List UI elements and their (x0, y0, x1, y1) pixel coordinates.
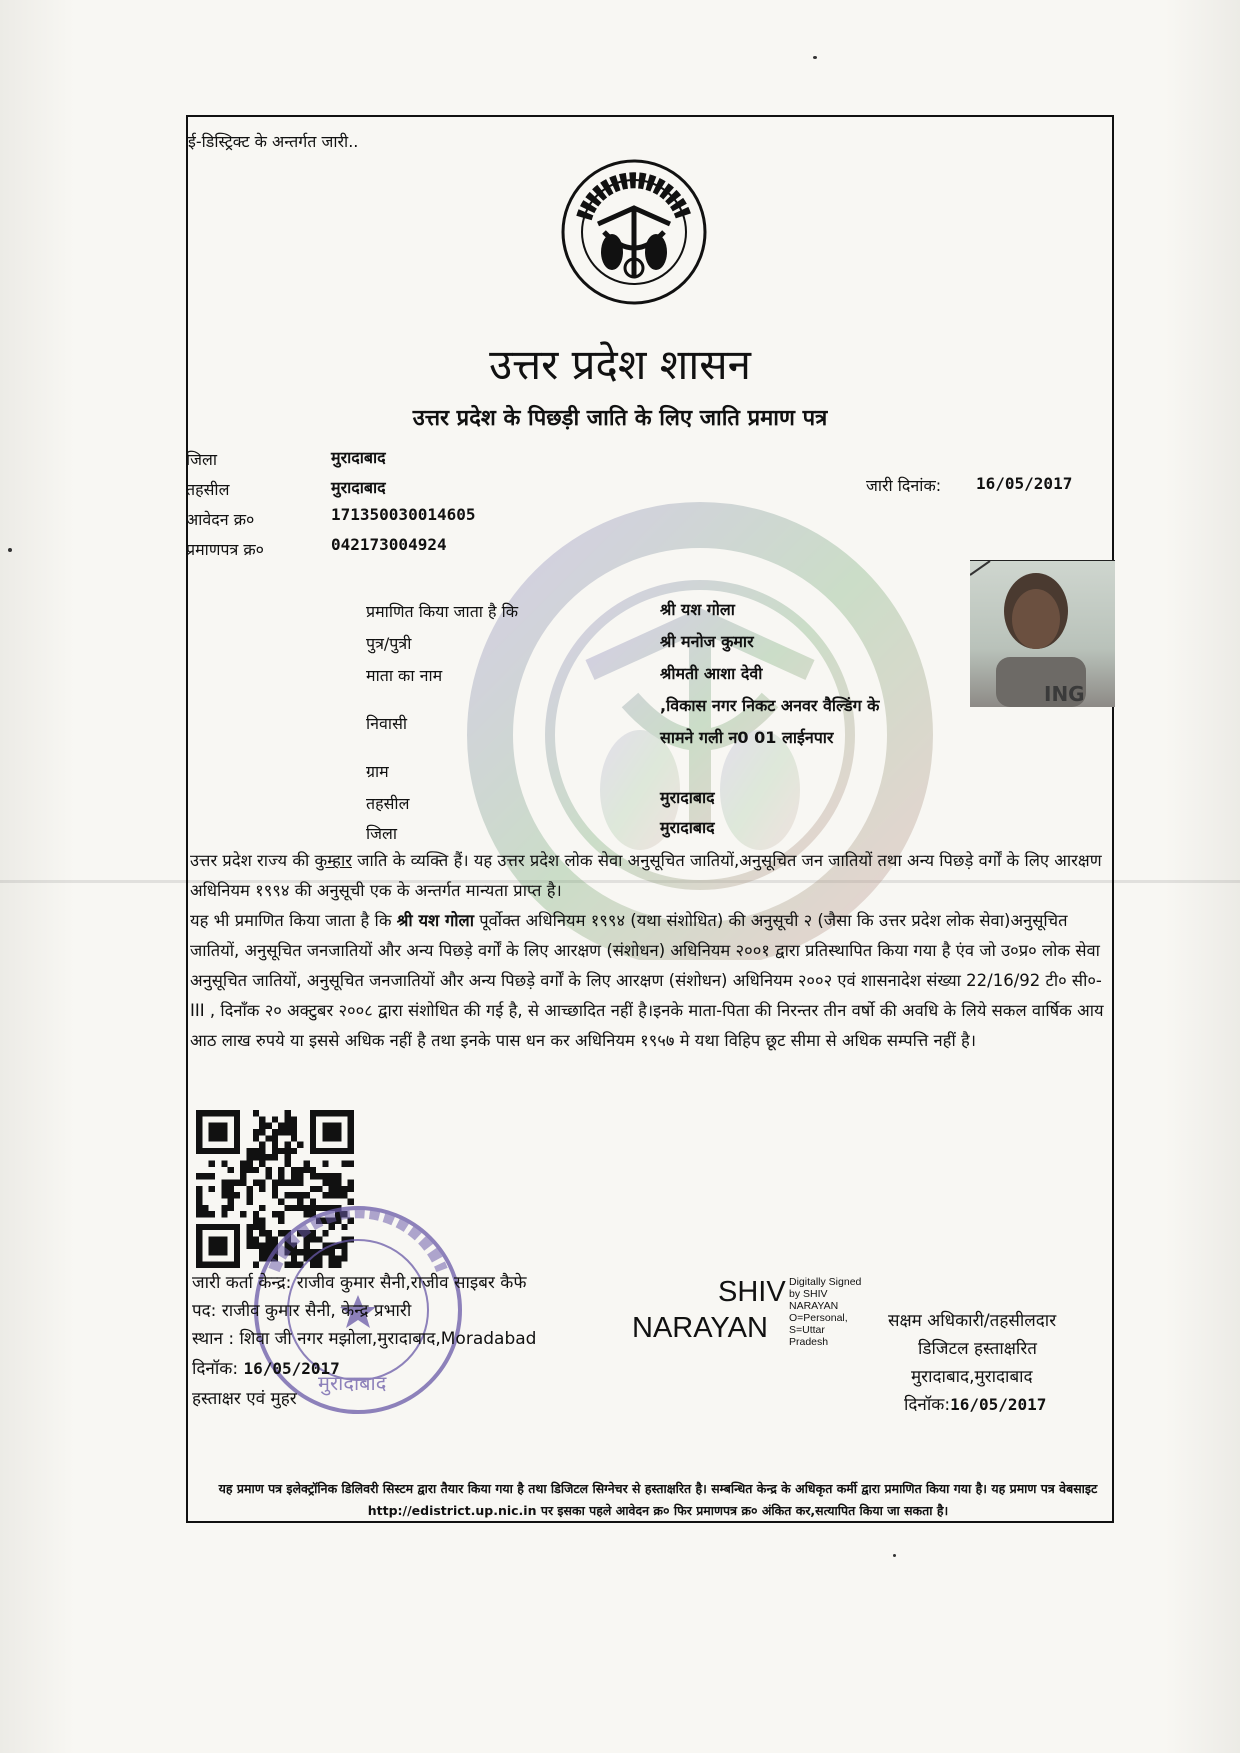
certificate-number-label: प्रमाणपत्र क्र० (186, 540, 264, 559)
signer-name-line-2: NARAYAN (632, 1312, 768, 1344)
issue-date-value: 16/05/2017 (976, 474, 1073, 493)
signer-name-line-1: SHIV (718, 1276, 786, 1308)
village-label: ग्राम (366, 762, 389, 781)
header-note: ई-डिस्ट्रिक्ट के अन्तर्गत जारी.. (188, 132, 359, 151)
applicant-photo (970, 560, 1115, 707)
mother-name: श्रीमती आशा देवी (660, 664, 763, 683)
svg-text:ING: ING (1044, 682, 1085, 706)
para2-holder-name: श्री यश गोला (396, 911, 475, 930)
issuer-post: पद: राजीव कुमार सैनी, केन्द्र प्रभारी (192, 1301, 412, 1321)
sig-detail: Pradesh (789, 1336, 829, 1348)
father-name: श्री मनोज कुमार (660, 632, 754, 651)
son-of-label: पुत्र/पुत्री (366, 634, 412, 653)
issuer-date-row (192, 1356, 340, 1379)
certified-label: प्रमाणित किया जाता है कि (366, 602, 519, 621)
sig-detail: NARAYAN (789, 1300, 839, 1312)
authority-digital-signed: डिजिटल हस्ताक्षरित (918, 1339, 1037, 1359)
district-value: मुरादाबाद (331, 448, 386, 467)
signature-and-seal-label: हस्ताक्षर एवं मुहर (192, 1389, 297, 1409)
para2-prefix: यह भी प्रमाणित किया जाता है कि (190, 911, 397, 930)
stamp-text: मुरादाबाद (318, 1371, 387, 1395)
mother-label: माता का नाम (366, 666, 443, 685)
holder-name: श्री यश गोला (660, 600, 735, 619)
detail-tehsil-value: मुरादाबाद (660, 788, 715, 807)
authority-date-row (904, 1392, 1046, 1415)
scan-speck (893, 1554, 896, 1557)
issuer-date-value: 16/05/2017 (243, 1359, 340, 1378)
address-line-2: सामने गली न0 01 लाईनपार (660, 728, 834, 747)
scan-speck (813, 56, 817, 59)
application-number-value: 171350030014605 (331, 505, 476, 524)
certificate-subtitle: उत्तर प्रदेश के पिछड़ी जाति के लिए जाति प्रमाण पत्र (412, 406, 828, 431)
page-title: उत्तर प्रदेश शासन (489, 340, 751, 389)
detail-district-value: मुरादाबाद (660, 818, 715, 837)
para2-rest: पूर्वोक्त अधिनियम १९९४ (यथा संशोधित) की अनुसूची २ (जैसा कि उत्तर प्रदेश लोक सेवा)अनुसूचित जातियों, अनुसूचित जनजातियों और अन्य पिछड़े वर्गों के लिए आरक्षण (संशोधन) अधिनियम २००१ द्वारा प्रतिस्थापित किया गया है एंव जो उ०प्र० लोक सेवा अनुसूचित जातियों, अनुसूचित जनजातियों और अन्य पिछड़े वर्गों के लिए आरक्षण (संशोधन) अधिनियम २००२ एवं शासनादेश संख्या 22/16/92 टी० सी०-III , दिनाँक २० अक्टुबर २००८ द्वारा संशोधित की गई है, से आच्छादित नहीं है।इनके माता-पिता की निरन्तर तीन वर्षो की अवधि के लिये सकल वार्षिक आय आठ लाख रुपये या इससे अधिक नहीं है तथा इनके पास धन कर अधिनियम १९५७ मे यथा विहिप छूट सीमा से अधिक सम्पत्ति नहीं है। (190, 911, 1104, 1050)
certification-paragraph (190, 906, 1108, 1056)
issue-date-label: जारी दिनांक: (866, 476, 942, 495)
sig-detail: by SHIV (789, 1288, 828, 1300)
authority-date-label: दिनॉक: (904, 1395, 951, 1415)
para1-rest: जाति के व्यक्ति हैं। यह उत्तर प्रदेश लोक सेवा अनुसूचित जातियों,अनुसूचित जन जातियों तथा अन्य पिछड़े वर्गों के लिए आरक्षण अधिनियम १९९४ की अनुसूची एक के अन्तर्गत मान्यता प्राप्त है। (190, 851, 1102, 900)
detail-district-label: जिला (366, 824, 398, 843)
authority-location: मुरादाबाद,मुरादाबाद (911, 1367, 1033, 1387)
state-seal-logo (560, 158, 708, 306)
authority-designation: सक्षम अधिकारी/तहसीलदार (888, 1311, 1057, 1331)
tehsil-label: तहसील (186, 480, 230, 499)
sig-detail: Digitally Signed (789, 1276, 862, 1288)
district-label: जिला (186, 450, 218, 469)
certificate-number-value: 042173004924 (331, 535, 447, 554)
sig-detail: S=Uttar (789, 1324, 825, 1336)
application-number-label: आवेदन क्र० (186, 510, 255, 529)
scan-speck (8, 548, 12, 552)
tehsil-value: मुरादाबाद (331, 478, 386, 497)
authority-date-value: 16/05/2017 (950, 1395, 1047, 1414)
detail-tehsil-label: तहसील (366, 794, 410, 813)
issuer-place: स्थान : शिवा जी नगर मझोला,मुरादाबाद,Moradabad (192, 1329, 537, 1349)
issuer-date-label: दिनॉक: (192, 1359, 239, 1379)
sig-detail: O=Personal, (789, 1312, 848, 1324)
caste-paragraph (190, 846, 1108, 906)
address-line-1: ,विकास नगर निकट अनवर वैल्डिंग के (660, 696, 880, 715)
para1-prefix: उत्तर प्रदेश राज्य की (190, 851, 315, 870)
issuing-center: जारी कर्ता केन्द्र: राजीव कुमार सैनी,राजीव साइबर कैफे (192, 1273, 527, 1293)
verification-footer-note: यह प्रमाण पत्र इलेक्ट्रॉनिक डिलिवरी सिस्टम द्वारा तैयार किया गया है तथा डिजिटल सिग्नेचर से हस्ताक्षरित है। सम्बन्धित केन्द्र के अधिकृत कर्मी द्वारा प्रमाणित किया गया है। यह प्रमाण पत्र वेबसाइट http://edistrict.up.nic.in पर इसका पहले आवेदन क्र० फिर प्रमाणपत्र क्र० अंकित कर,सत्यापित किया जा सकता है। (218, 1481, 1098, 1518)
caste-name: कुम्हार (314, 851, 352, 870)
resident-label: निवासी (366, 714, 408, 733)
digital-signature-details (789, 1276, 861, 1348)
